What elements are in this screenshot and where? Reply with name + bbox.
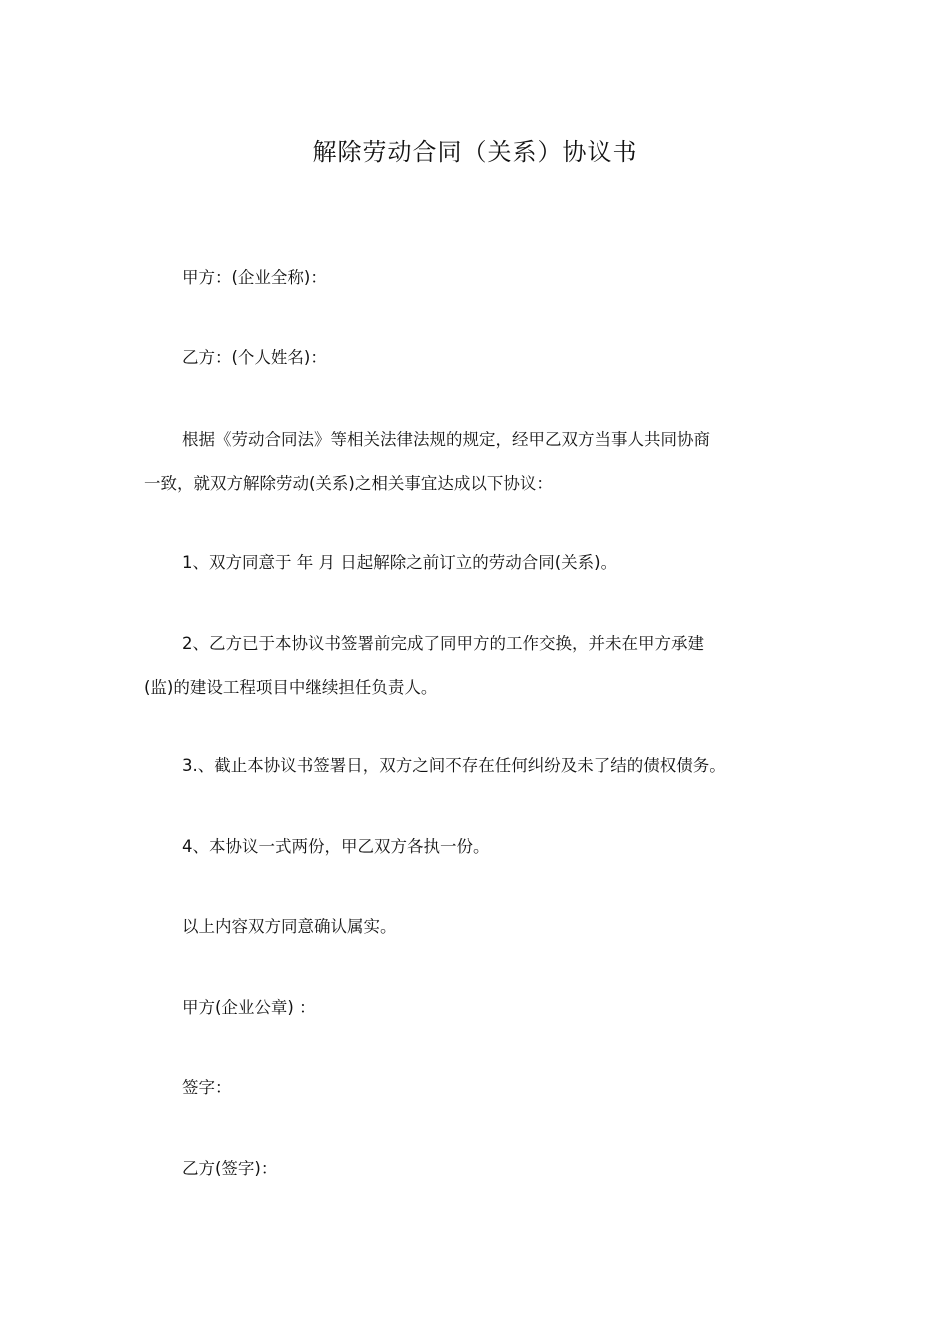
party-a-seal-line: 甲方(企业公章) ： [182,998,316,1017]
intro-paragraph [144,420,814,504]
clause-3: 3.、截止本协议书签署日，双方之间不存在任何纠纷及未了结的债权债务。 [182,756,726,775]
clause-2-line-2: (监)的建设工程项目中继续担任负责人。 [144,678,438,697]
intro-line-2: 一致，就双方解除劳动(关系)之相关事宜达成以下协议： [144,474,553,493]
clause-4: 4、本协议一式两份，甲乙双方各执一份。 [182,837,490,856]
party-a-line: 甲方：(企业全称)： [182,268,327,287]
document-title: 解除劳动合同（关系）协议书 [312,138,638,166]
confirmation-line: 以上内容双方同意确认属实。 [182,917,397,936]
signature-line: 签字： [182,1078,232,1097]
clause-2 [144,624,814,708]
clause-2-line-1: 2、乙方已于本协议书签署前完成了同甲方的工作交换，并未在甲方承建 [182,634,704,653]
party-b-signature-line: 乙方(签字)： [182,1159,278,1178]
intro-line-1: 根据《劳动合同法》等相关法律法规的规定，经甲乙双方当事人共同协商 [182,430,710,449]
clause-1: 1、双方同意于 年 月 日起解除之前订立的劳动合同(关系)。 [182,553,618,572]
party-b-line: 乙方：(个人姓名)： [182,348,327,367]
